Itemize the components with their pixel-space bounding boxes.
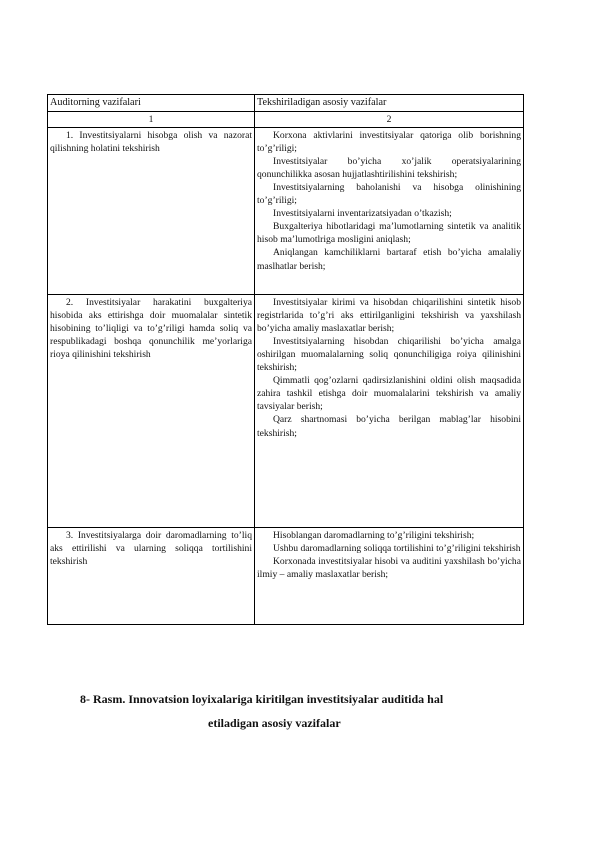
column-number-1: 1: [48, 112, 255, 128]
check-item: Ushbu daromadlarning soliqqa tortilishini to’g’riligini tekshirish: [273, 543, 521, 555]
checks-cell: [255, 528, 524, 625]
check-item: Aniqlangan kamchiliklarni bartaraf etish bo’yicha amalaliy maslhatlar berish;: [257, 247, 521, 272]
column-header-auditor-tasks: Auditorning vazifalari: [48, 95, 255, 112]
table-row: [48, 128, 524, 295]
figure-caption-line-1: 8- Rasm. Innovatsion loyixalariga kiritilgan investitsiyalar auditida hal: [80, 692, 444, 706]
column-number-2: 2: [255, 112, 524, 128]
check-item: Investitsiyalarni inventarizatsiyadan o’tkazish;: [273, 208, 452, 220]
check-item: Qimmatli qog’ozlarni qadirsizlanishini oldini olish maqsadida zahira tashkil etishga doir muomalalarini tekshirish va amaliy tavsiyalar berish;: [257, 375, 521, 413]
figure-caption-line-2: etiladigan asosiy vazifalar: [208, 716, 341, 730]
task-cell: 1. Investitsiyalarni hisobga olish va nazorat qilishning holatini tekshirish: [48, 128, 255, 295]
check-item: Hisoblangan daromadlarning to’g’riligini tekshirish;: [273, 530, 475, 542]
column-number-row: [48, 112, 524, 128]
check-item: Investitsiyalar bo’yicha xo’jalik operatsiyalarining qonunchilikka asosan hujjatlashtirilishini tekshirish;: [257, 156, 521, 181]
check-item: Korxona aktivlarini investitsiyalar qatoriga olib borishning to’g’riligi;: [257, 130, 521, 155]
check-item: Qarz shartnomasi bo’yicha berilgan mablag’lar hisobini tekshirish;: [257, 414, 521, 439]
task-cell: 2. Investitsiyalar harakatini buxgalteriya hisobida aks ettirishga doir muomalalar sintetik hisobining to’liqligi va to’g’riligi hamda soliq va respublikadagi boshqa qonunchilik me’yorlariga rioya qilinishini tekshirish: [48, 295, 255, 528]
check-item: Investitsiyalarning hisobdan chiqarilishi bo’yicha amalga oshirilgan muomalalarning soliq qonunchiligiga roiya qilinishini tekshirish;: [257, 336, 521, 374]
column-header-checked-tasks: Tekshiriladigan asosiy vazifalar: [255, 95, 524, 112]
table-header-row: [48, 95, 524, 112]
check-item: Investitsiyalarning baholanishi va hisobga olinishining to’g’riligi;: [257, 182, 521, 207]
check-item: Korxonada investitsiyalar hisobi va auditini yaxshilash bo’yicha ilmiy – amaliy maslaxatlar berish;: [257, 556, 521, 581]
audit-tasks-table: [47, 94, 524, 625]
table-row: [48, 528, 524, 625]
checks-cell: [255, 295, 524, 528]
check-item: Buxgalteriya hibotlaridagi ma’lumotlarning sintetik va analitik hisob ma’lumotlriga mosligini aniqlash;: [257, 221, 521, 246]
check-item: Investitsiyalar kirimi va hisobdan chiqarilishini sintetik hisob registrlarida to’g’ri aks ettirilganligini tekshirish va yaxshilash bo’yicha amaliy maslaxatlar berish;: [257, 297, 521, 335]
checks-cell: [255, 128, 524, 295]
table-row: [48, 295, 524, 528]
task-cell: 3. Investitsiyalarga doir daromadlarning to’liq aks ettirilishi va ularning soliqqa tortilishini tekshirish: [48, 528, 255, 625]
